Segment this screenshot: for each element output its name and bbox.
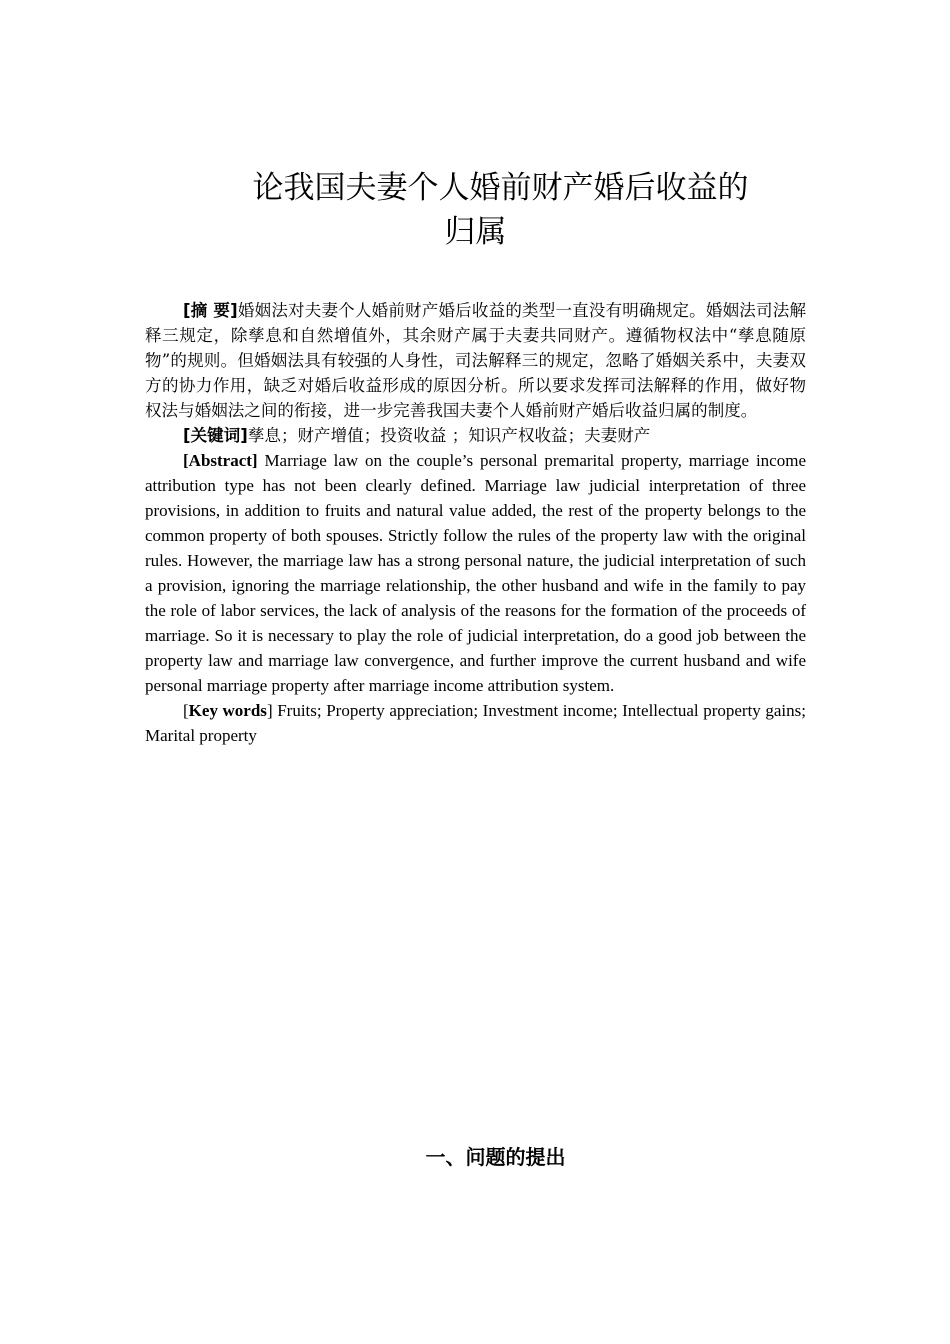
paper-title-line-1: 论我国夫妻个人婚前财产婚后收益的 xyxy=(252,170,749,206)
paper-title xyxy=(145,166,806,254)
chinese-abstract xyxy=(145,298,806,423)
english-abstract-label: [Abstract] xyxy=(183,451,258,470)
english-keywords-bracket-open: [ xyxy=(183,701,189,720)
english-keywords-label: Key words xyxy=(188,701,267,720)
chinese-abstract-label: [摘 要] xyxy=(183,301,238,320)
english-abstract-text: Marriage law on the couple’s personal premarital property, marriage income attribution type has not been clearly defined. Marriage law judicial interpretation of three provisions, in addition to fruits and natural value added, the rest of the property belongs to the common property of both spouses. Strictly follow the rules of the property law with the original rules. However, the marriage law has a strong personal nature, the judicial interpretation of such a provision, ignoring the marriage relationship, the other husband and wife in the family to pay the role of labor services, the lack of analysis of the reasons for the formation of the proceeds of marriage. So it is necessary to play the role of judicial interpretation, do a good job between the property law and marriage law convergence, and further improve the current husband and wife personal marriage property after marriage income attribution system. xyxy=(145,451,806,695)
chinese-keywords-text: 孳息；财产增值；投资收益 ；知识产权收益；夫妻财产 xyxy=(247,426,651,445)
english-abstract xyxy=(145,448,806,698)
section-heading: 一、问题的提出 xyxy=(425,1145,566,1169)
english-keywords-text: Fruits; Property appreciation; Investment income; Intellectual property gains; Marital property xyxy=(145,701,806,745)
paper-title-line-2: 归属 xyxy=(444,214,507,250)
chinese-keywords-label: [关键词] xyxy=(183,426,248,445)
english-keywords xyxy=(145,698,806,748)
chinese-keywords xyxy=(145,423,806,448)
abstract-section xyxy=(145,298,806,748)
chinese-abstract-text: 婚姻法对夫妻个人婚前财产婚后收益的类型一直没有明确规定。婚姻法司法解释三规定，除孳息和自然增值外，其余财产属于夫妻共同财产。遵循物权法中“孳息随原物”的规则。但婚姻法具有较强的人身性，司法解释三的规定，忽略了婚姻关系中，夫妻双方的协力作用，缺乏对婚后收益形成的原因分析。所以要求发挥司法解释的作用，做好物权法与婚姻法之间的衔接，进一步完善我国夫妻个人婚前财产婚后收益归属的制度。 xyxy=(145,301,806,420)
english-keywords-bracket-close: ] xyxy=(266,701,273,720)
